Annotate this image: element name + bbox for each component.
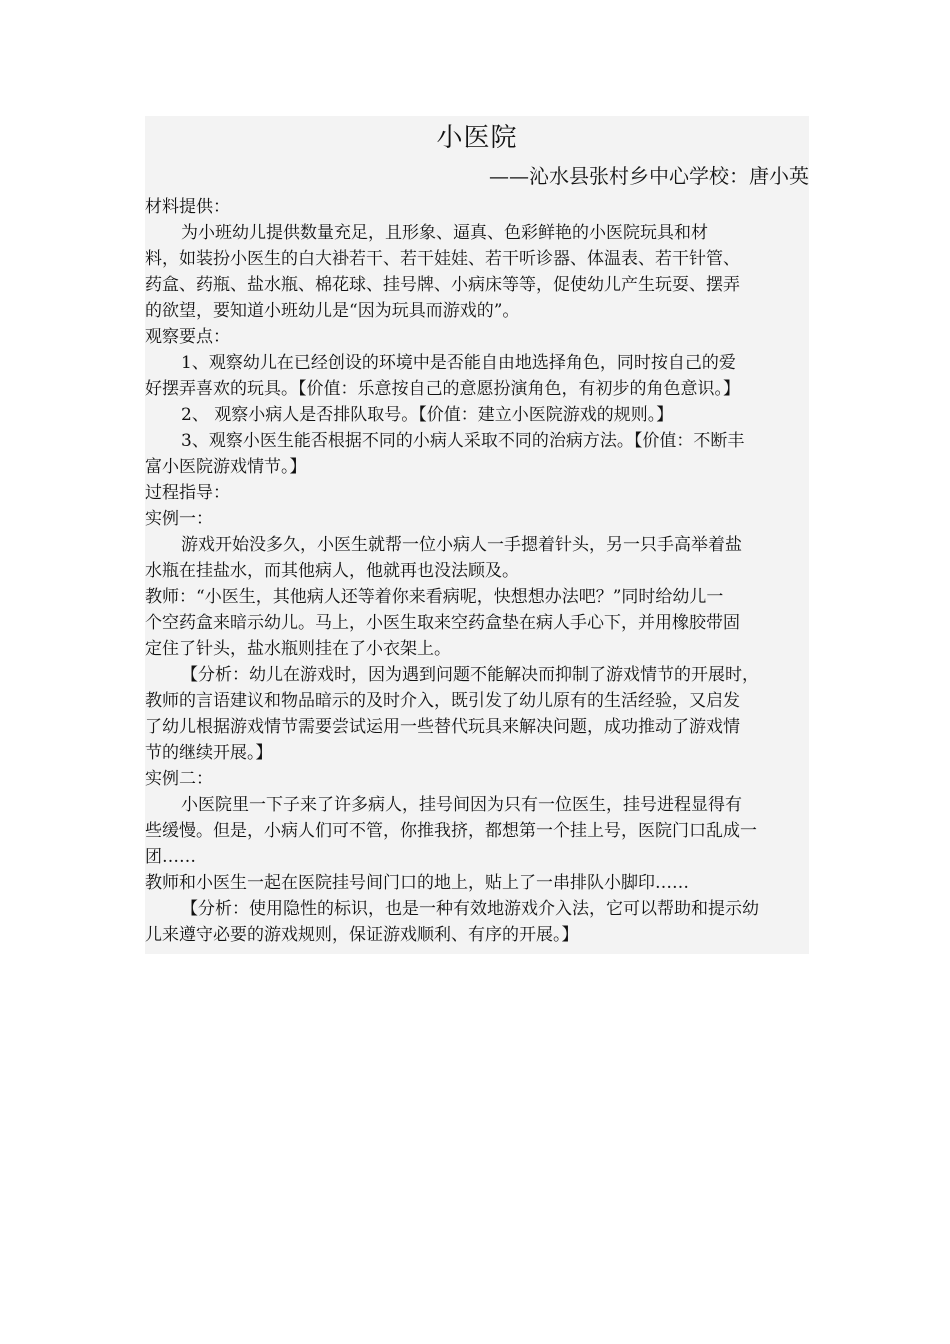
- paragraph-line: 定住了针头，盐水瓶则挂在了小衣架上。: [145, 639, 451, 659]
- example-heading-1: 实例一：: [145, 509, 213, 529]
- paragraph-line: 小医院里一下子来了许多病人，挂号间因为只有一位医生，挂号进程显得有: [181, 795, 742, 815]
- paragraph-line: 个空药盒来暗示幼儿。马上，小医生取来空药盒垫在病人手心下，并用橡胶带固: [145, 613, 740, 633]
- paragraph-line: 3、观察小医生能否根据不同的小病人采取不同的治病方法。【价值：不断丰: [181, 431, 745, 451]
- paragraph-line: 料，如装扮小医生的白大褂若干、若干娃娃、若干听诊器、体温表、若干针管、: [145, 249, 740, 269]
- document-title: 小医院: [436, 123, 518, 153]
- paragraph-line: 药盒、药瓶、盐水瓶、棉花球、挂号牌、小病床等等，促使幼儿产生玩耍、摆弄: [145, 275, 740, 295]
- paragraph-line: 【分析：幼儿在游戏时，因为遇到问题不能解决而抑制了游戏情节的开展时，: [181, 665, 759, 685]
- paragraph-line: 的欲望，要知道小班幼儿是“因为玩具而游戏的”。: [145, 301, 520, 321]
- section-heading-materials: 材料提供：: [145, 197, 230, 217]
- paragraph-line: 儿来遵守必要的游戏规则，保证游戏顺利、有序的开展。】: [145, 925, 579, 945]
- paragraph-line: 为小班幼儿提供数量充足，且形象、逼真、色彩鲜艳的小医院玩具和材: [181, 223, 708, 243]
- paragraph-line: 2、 观察小病人是否排队取号。【价值：建立小医院游戏的规则。】: [181, 405, 674, 425]
- paragraph-line: 教师和小医生一起在医院挂号间门口的地上，贴上了一串排队小脚印……: [145, 873, 689, 893]
- paragraph-line: 【分析：使用隐性的标识，也是一种有效地游戏介入法，它可以帮助和提示幼: [181, 899, 759, 919]
- paragraph-line: 富小医院游戏情节。】: [145, 457, 307, 477]
- paragraph-line: 好摆弄喜欢的玩具。【价值：乐意按自己的意愿扮演角色，有初步的角色意识。】: [145, 379, 740, 399]
- section-heading-observation: 观察要点：: [145, 327, 230, 347]
- paragraph-line: 教师的言语建议和物品暗示的及时介入，既引发了幼儿原有的生活经验，又启发: [145, 691, 740, 711]
- paragraph-line: 节的继续开展。】: [145, 743, 273, 763]
- section-heading-process: 过程指导：: [145, 483, 230, 503]
- paragraph-line: 水瓶在挂盐水，而其他病人，他就再也没法顾及。: [145, 561, 519, 581]
- paragraph-line: 游戏开始没多久，小医生就帮一位小病人一手摁着针头，另一只手高举着盐: [181, 535, 742, 555]
- paragraph-line: 了幼儿根据游戏情节需要尝试运用一些替代玩具来解决问题，成功推动了游戏情: [145, 717, 740, 737]
- example-heading-2: 实例二：: [145, 769, 213, 789]
- paragraph-line: 1、观察幼儿在已经创设的环境中是否能自由地选择角色，同时按自己的爱: [181, 353, 736, 373]
- paragraph-line: 团……: [145, 847, 196, 867]
- document-body: [145, 116, 809, 954]
- paragraph-line: 些缓慢。但是，小病人们可不管，你推我挤，都想第一个挂上号，医院门口乱成一: [145, 821, 757, 841]
- author-byline: ——沁水县张村乡中心学校：唐小英: [489, 164, 809, 188]
- paragraph-line: 教师：“小医生，其他病人还等着你来看病呢，快想想办法吧？”同时给幼儿一: [145, 587, 724, 607]
